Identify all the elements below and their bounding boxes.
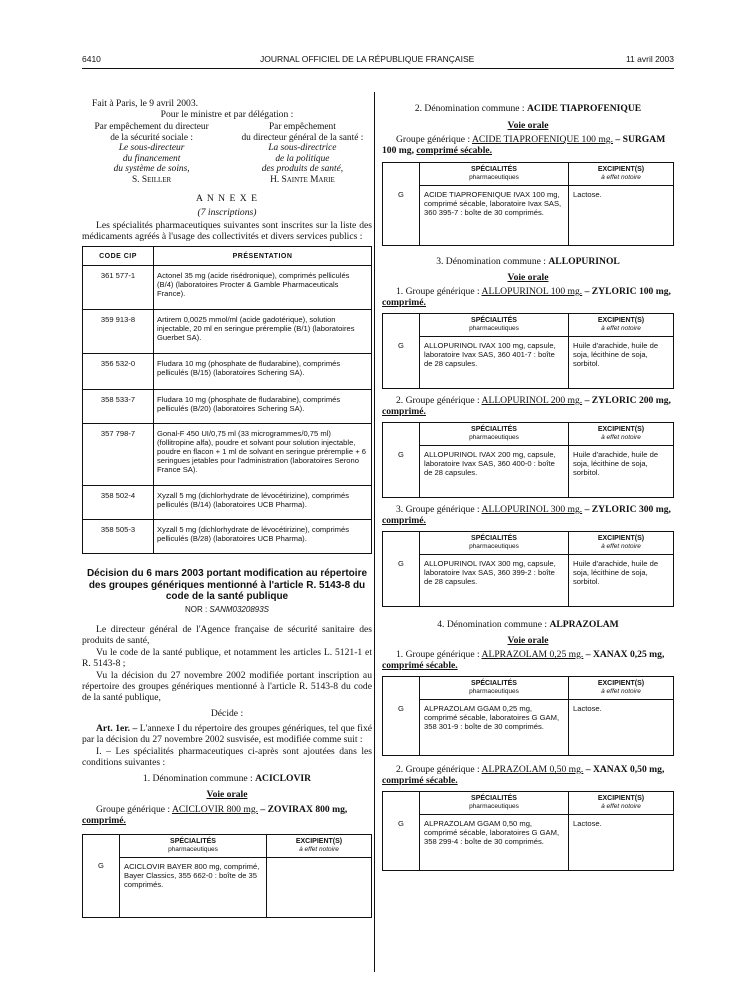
decision-title: Décision du 6 mars 2003 portant modification au répertoire des groupes génériques mentionné à l'article R. 5143-8 du code de la santé publique: [86, 568, 368, 602]
denomination-4: 4. Dénomination commune : ALPRAZOLAM: [437, 619, 619, 630]
table-row: 358 502-4 Xyzall 5 mg (dichlorhydrate de lévocétirizine), comprimés pelliculés (B/14) (laboratoires UCB Pharma).: [83, 486, 372, 520]
page-number: 6410: [82, 54, 101, 64]
annexe-title: A N N E X E: [196, 193, 258, 204]
generic-table-allopurinol-100: SPÉCIALITÉS pharmaceutiques EXCIPIENT(S) à effet notoire G ALLOPURINOL IVAX 100 mg, capsule, laboratoire Ivax SAS, 360 401-7 : boîte de 28 capsules. Huile d'arachide, huile de soja, lécithine de soja, sorbitol.: [382, 313, 674, 389]
signature-right: Par empêchement du directeur général de la santé : La sous-directrice de la politique des produits de santé, H. Sainte Marie: [241, 122, 364, 185]
voie-orale-3: Voie orale: [507, 272, 549, 283]
right-column: [382, 103, 674, 871]
table-row: 361 577-1 Actonel 35 mg (acide risédronique), comprimés pelliculés (B/4) (laboratoires Procter & Gamble Pharmaceuticals France).: [83, 266, 372, 310]
table-row: G ALPRAZOLAM GGAM 0,25 mg, comprimé sécable, laboratoires G GAM, 358 301-9 : boîte de 30 comprimés. Lactose.: [383, 700, 674, 756]
table-row: G ALLOPURINOL IVAX 100 mg, capsule, laboratoire Ivax SAS, 360 401-7 : boîte de 28 capsules. Huile d'arachide, huile de soja, lécithine de soja, sorbitol.: [383, 337, 674, 389]
table-row: G ALLOPURINOL IVAX 300 mg, capsule, laboratoire Ivax SAS, 360 399-2 : boîte de 28 capsules. Huile d'arachide, huile de soja, lécithine de soja, sorbitol.: [383, 555, 674, 607]
annexe-subtitle: (7 inscriptions): [197, 207, 257, 218]
header-rule: [82, 68, 674, 69]
table-row: 357 798-7 Gonal-F 450 UI/0,75 ml (33 microgrammes/0,75 ml) (follitropine alfa), poudre et solvant pour solution injectable, poudre en flacon + 1 ml de solvant en seringue préremplie + 6 seringues jetables pour l'administration (laboratoires Serono France SA).: [83, 424, 372, 486]
para-vu-decision: Vu la décision du 27 novembre 2002 modifiée portant inscription au répertoire des groupes génériques mentionné à l'article R. 5143-8 du code de la santé publique,: [82, 669, 372, 703]
table-row: 356 532-0 Fludara 10 mg (phosphate de fludarabine), comprimés pelliculés (B/15) (laboratoires Schering SA).: [83, 354, 372, 390]
cip-table-header: [83, 247, 372, 266]
signature-left: Par empêchement du directeur de la sécurité sociale : Le sous-directeur du financement du système de soins, S. Seiller: [94, 122, 209, 185]
generic-table-allopurinol-300: SPÉCIALITÉS pharmaceutiques EXCIPIENT(S) à effet notoire G ALLOPURINOL IVAX 300 mg, capsule, laboratoire Ivax SAS, 360 399-2 : boîte de 28 capsules. Huile d'arachide, huile de soja, lécithine de soja, sorbitol.: [382, 531, 674, 607]
table-row: G ACICLOVIR BAYER 800 mg, comprimé, Bayer Classics, 355 662-0 : boîte de 35 comprimés.: [83, 857, 372, 917]
generic-table-alprazolam-025: SPÉCIALITÉS pharmaceutiques EXCIPIENT(S) à effet notoire G ALPRAZOLAM GGAM 0,25 mg, comprimé sécable, laboratoires G GAM, 358 301-9 : boîte de 30 comprimés. Lactose.: [382, 676, 674, 756]
signature-delegation: Pour le ministre et par délégation :: [160, 109, 294, 120]
table-row: 358 505-3 Xyzall 5 mg (dichlorhydrate de lévocétirizine), comprimés pelliculés (B/28) (laboratoires UCB Pharma).: [83, 520, 372, 554]
denomination-2: 2. Dénomination commune : ACIDE TIAPROFENIQUE: [414, 103, 642, 114]
nor-reference: NOR : SANM0320893S: [184, 604, 270, 614]
groupe-generique-2: Groupe générique : ACIDE TIAPROFENIQUE 100 mg. – SURGAM 100 mg, comprimé sécable.: [382, 134, 666, 156]
col-header-presentation: PRÉSENTATION: [154, 247, 372, 266]
table-row: 358 533-7 Fludara 10 mg (phosphate de fludarabine), comprimés pelliculés (B/20) (laboratoires Schering SA).: [83, 390, 372, 424]
col-header-code: CODE CIP: [83, 247, 154, 266]
generic-table-allopurinol-200: SPÉCIALITÉS pharmaceutiques EXCIPIENT(S) à effet notoire G ALLOPURINOL IVAX 200 mg, capsule, laboratoire Ivax SAS, 360 400-0 : boîte de 28 capsules. Huile d'arachide, huile de soja, lécithine de soja, sorbitol.: [382, 422, 674, 498]
groupe-generique-3a: 1. Groupe générique : ALLOPURINOL 100 mg. – ZYLORIC 100 mg, comprimé.: [382, 286, 671, 308]
signature-block: [82, 122, 372, 185]
voie-orale-2: Voie orale: [507, 120, 549, 131]
signature-place-date: Fait à Paris, le 9 avril 2003.: [92, 98, 199, 109]
table-row: 359 913-8 Artirem 0,0025 mmol/ml (acide gadotérique), solution injectable, 20 ml en seringue préremplie (B/1) (laboratoires Guerbet SA).: [83, 310, 372, 354]
denomination-1: 1. Dénomination commune : ACICLOVIR: [142, 772, 312, 784]
groupe-generique-1: Groupe générique : ACICLOVIR 800 mg. – ZOVIRAX 800 mg, comprimé.: [82, 803, 348, 826]
groupe-generique-4b: 2. Groupe générique : ALPRAZOLAM 0,50 mg. – XANAX 0,50 mg, comprimé sécable.: [382, 764, 665, 786]
table-row: G ALPRAZOLAM GGAM 0,50 mg, comprimé sécable, laboratoires G GAM, 358 299-4 : boîte de 30 comprimés. Lactose.: [383, 815, 674, 871]
article-1: Art. 1er. – L'annexe I du répertoire des groupes génériques, tel que fixé par la décision du 27 novembre 2002 susvisée, est modifiée comme suit :: [82, 722, 372, 745]
issue-date: 11 avril 2003: [625, 54, 674, 64]
voie-orale-1: Voie orale: [206, 788, 248, 800]
groupe-generique-3b: 2. Groupe générique : ALLOPURINOL 200 mg. – ZYLORIC 200 mg, comprimé.: [382, 395, 671, 417]
voie-orale-4: Voie orale: [507, 635, 549, 646]
item-1: I. – Les spécialités pharmaceutiques ci-après sont ajoutées dans les conditions suivantes :: [82, 745, 372, 768]
generic-table-aciclovir: SPÉCIALITÉS pharmaceutiques EXCIPIENT(S) à effet notoire G ACICLOVIR BAYER 800 mg, comprimé, Bayer Classics, 355 662-0 : boîte de 35 comprimés.: [82, 834, 372, 918]
generic-table-alprazolam-050: SPÉCIALITÉS pharmaceutiques EXCIPIENT(S) à effet notoire G ALPRAZOLAM GGAM 0,50 mg, comprimé sécable, laboratoires G GAM, 358 299-4 : boîte de 30 comprimés. Lactose.: [382, 791, 674, 871]
para-directeur: Le directeur général de l'Agence française de sécurité sanitaire des produits de santé,: [82, 623, 372, 646]
table-row: G ACIDE TIAPROFENIQUE IVAX 100 mg, comprimé sécable, laboratoire Ivax SAS, 360 395-7 : boîte de 30 comprimés. Lactose.: [383, 186, 674, 246]
denomination-3: 3. Dénomination commune : ALLOPURINOL: [436, 256, 620, 267]
running-header: [82, 54, 674, 68]
cip-table: [82, 246, 372, 554]
table-row: G ALLOPURINOL IVAX 200 mg, capsule, laboratoire Ivax SAS, 360 400-0 : boîte de 28 capsules. Huile d'arachide, huile de soja, lécithine de soja, sorbitol.: [383, 446, 674, 498]
left-column: [82, 98, 372, 918]
annexe-intro: Les spécialités pharmaceutiques suivantes sont inscrites sur la liste des médicaments agréés à l'usage des collectivités et divers services publics :: [82, 220, 372, 242]
column-divider: [374, 92, 375, 972]
groupe-generique-3c: 3. Groupe générique : ALLOPURINOL 300 mg. – ZYLORIC 300 mg, comprimé.: [382, 504, 671, 526]
decide-label: Décide :: [210, 707, 244, 719]
journal-title: JOURNAL OFFICIEL DE LA RÉPUBLIQUE FRANÇAISE: [260, 54, 475, 64]
para-vu-code: Vu le code de la santé publique, et notamment les articles L. 5121-1 et R. 5143-8 ;: [82, 646, 372, 669]
generic-table-tiaprofenique: SPÉCIALITÉS pharmaceutiques EXCIPIENT(S) à effet notoire G ACIDE TIAPROFENIQUE IVAX 100 mg, comprimé sécable, laboratoire Ivax SAS, 360 395-7 : boîte de 30 comprimés. Lactose.: [382, 162, 674, 246]
groupe-generique-4a: 1. Groupe générique : ALPRAZOLAM 0,25 mg. – XANAX 0,25 mg, comprimé sécable.: [382, 649, 665, 671]
